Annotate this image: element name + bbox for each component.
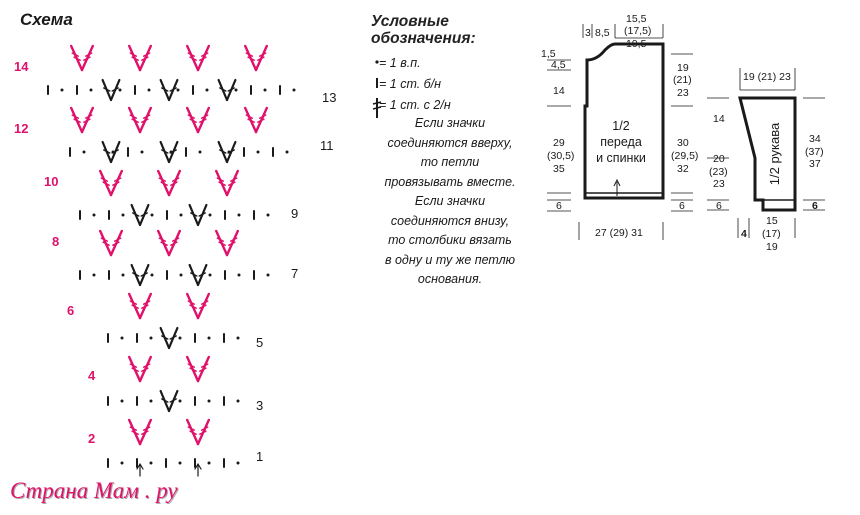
- watermark-logo: Страна Мам . ру: [10, 478, 178, 503]
- stitch-group-pink: [216, 171, 238, 195]
- stitch-group-black: [132, 205, 149, 225]
- stitch-group-pink: [216, 231, 238, 255]
- legend-item-treble: = 1 ст. с 2/н: [379, 98, 451, 112]
- legend-item-single: = 1 ст. б/н: [379, 77, 442, 91]
- stitch-group-pink: [158, 171, 180, 195]
- dim-right-1a: 19: [677, 62, 689, 74]
- stitch-group-black: [103, 142, 120, 162]
- dim-left-a: 1,5: [541, 48, 556, 60]
- note-line: соединяются вверху,: [387, 135, 513, 150]
- sleeve-dim-right-3: 37: [809, 158, 821, 170]
- body-label-2: переда: [600, 135, 642, 149]
- row-number-3: 3: [256, 398, 264, 413]
- dim-right-2c: 32: [677, 163, 689, 175]
- stitch-group-pink: [100, 231, 122, 255]
- dim-top-a: 3: [585, 27, 591, 39]
- note-line: провязывать вместе.: [384, 174, 516, 189]
- sleeve-dim-left-c: 6: [716, 200, 722, 212]
- row-number-2: 2: [88, 431, 96, 446]
- chart-title: Схема: [20, 10, 73, 29]
- stitch-group-pink: [187, 108, 209, 132]
- stitch-group-black: [190, 205, 207, 225]
- dim-left-base: 6: [556, 200, 562, 212]
- dim-top-c1: 15,5: [626, 13, 647, 25]
- stitch-group-black: [219, 142, 236, 162]
- dim-left-3: 35: [553, 163, 565, 175]
- dim-right-2b: (29,5): [671, 150, 699, 162]
- dim-left-neck: 14: [553, 85, 565, 97]
- dim-right-1c: 23: [677, 87, 689, 99]
- stitch-group-pink: [187, 420, 209, 444]
- dim-top-c2: (17,5): [624, 25, 652, 37]
- sleeve-dim-left-b2: (23): [709, 166, 728, 178]
- stitch-group-pink: [129, 294, 151, 318]
- sleeve-dim-right-1: 34: [809, 133, 821, 145]
- stitch-group-black: [161, 80, 178, 100]
- stitch-group-black: [103, 80, 120, 100]
- body-label-3: и спинки: [596, 151, 646, 165]
- sleeve-dim-bottom-b2: (17): [762, 228, 781, 240]
- dim-right-base: 6: [679, 200, 685, 212]
- sleeve-dim-bottom-b3: 19: [766, 241, 778, 253]
- row-number-7: 7: [291, 266, 299, 281]
- body-label-1: 1/2: [612, 119, 630, 133]
- dim-right-2a: 30: [677, 137, 689, 149]
- dim-top-b: 8,5: [595, 27, 610, 39]
- note-line: соединяются внизу,: [390, 213, 510, 228]
- row-number-11: 11: [320, 138, 334, 153]
- dim-top-c3: 19,5: [626, 38, 647, 50]
- note-line: в одну и ту же петлю: [384, 252, 516, 267]
- sleeve-dim-right-c: 6: [812, 200, 818, 212]
- stitch-group-pink: [187, 294, 209, 318]
- dim-left-b: 4,5: [551, 59, 566, 71]
- sleeve-dim-right-2: (37): [805, 146, 824, 158]
- legend-item-chain: = 1 в.п.: [379, 56, 421, 70]
- stitch-group-black: [161, 328, 178, 348]
- stitch-group-pink: [71, 108, 93, 132]
- stitch-group-pink: [187, 46, 209, 70]
- row-number-10: 10: [44, 174, 59, 189]
- sleeve-dim-left-b1: 20: [713, 153, 725, 165]
- sleeve-dim-bottom-b1: 15: [766, 215, 778, 227]
- row-number-12: 12: [14, 121, 29, 136]
- stitch-group-black: [219, 80, 236, 100]
- stitch-group-pink: [100, 171, 122, 195]
- stitch-group-pink: [71, 46, 93, 70]
- note-line: Если значки: [414, 194, 486, 208]
- sleeve-dim-top: 19 (21) 23: [743, 71, 791, 83]
- stitch-group-pink: [187, 357, 209, 381]
- row-number-9: 9: [291, 206, 299, 221]
- row-number-13: 13: [322, 90, 337, 105]
- note-line: то столбики вязать: [388, 233, 512, 247]
- row-number-5: 5: [256, 335, 264, 350]
- legend-note: [366, 114, 534, 290]
- stitch-group-pink: [245, 108, 267, 132]
- dim-left-2: (30,5): [547, 150, 575, 162]
- stitch-group-black: [132, 265, 149, 285]
- legend-title-line2: обозначения:: [371, 30, 476, 47]
- stitch-group-pink: [129, 108, 151, 132]
- stitch-group-black: [190, 265, 207, 285]
- note-line: Если значки: [414, 116, 486, 130]
- legend-title-line1: Условные: [371, 13, 449, 30]
- dim-right-1b: (21): [673, 74, 692, 86]
- note-line: то петли: [420, 155, 480, 169]
- row-number-8: 8: [52, 234, 60, 249]
- sleeve-label: 1/2 рукава: [767, 122, 782, 186]
- stitch-group-pink: [129, 420, 151, 444]
- note-line: основания.: [417, 272, 483, 286]
- sleeve-dim-left-a: 14: [713, 113, 725, 125]
- stitch-group-pink: [245, 46, 267, 70]
- sleeve-pattern: [705, 60, 855, 255]
- stitch-group-pink: [129, 46, 151, 70]
- row-number-6: 6: [67, 303, 75, 318]
- sleeve-dim-left-b3: 23: [713, 178, 725, 190]
- row-number-1: 1: [256, 449, 264, 464]
- body-pattern: [535, 10, 710, 250]
- legend-title: [371, 13, 476, 47]
- stitch-group-black: [161, 142, 178, 162]
- row-number-14: 14: [14, 59, 29, 74]
- stitch-group-pink: [129, 357, 151, 381]
- crochet-chart: [0, 0, 345, 480]
- row-number-4: 4: [88, 368, 96, 383]
- stitch-group-pink: [158, 231, 180, 255]
- dim-bottom: 27 (29) 31: [595, 227, 643, 239]
- sleeve-dim-bottom-a: 4: [741, 228, 747, 240]
- stitch-group-black: [161, 391, 178, 411]
- dim-left-1: 29: [553, 137, 565, 149]
